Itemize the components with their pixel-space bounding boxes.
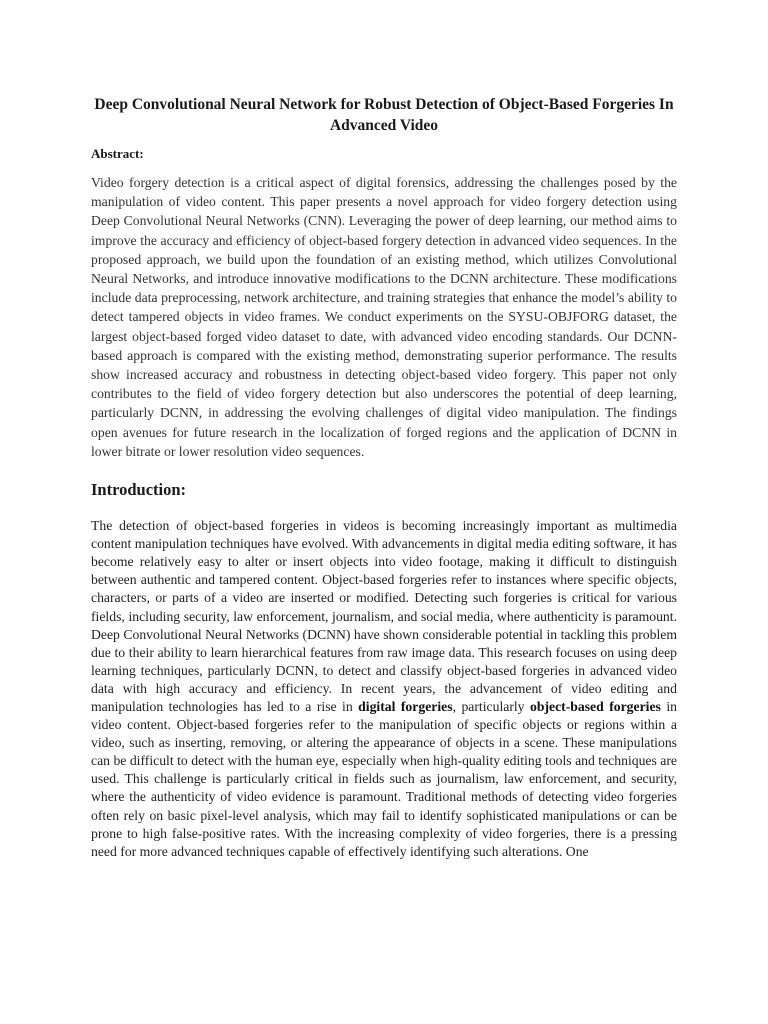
introduction-heading: Introduction: xyxy=(91,480,187,500)
abstract-label: Abstract: xyxy=(91,146,144,161)
intro-bold-digital-forgeries: digital forgeries xyxy=(358,698,453,714)
intro-text-part-2: , particularly xyxy=(452,698,530,714)
introduction-text xyxy=(91,517,677,861)
paper-title: Deep Convolutional Neural Network for Robust Detection of Object-Based Forgeries In Advanced Video xyxy=(94,96,674,134)
intro-bold-object-based-forgeries: object-based forgeries xyxy=(529,698,661,714)
intro-text-part-3: in video content. Object-based forgeries refer to the manipulation of specific objects or regions within a video, such as inserting, removing, or altering the appearance of objects in a scene. These manipulations can be difficult to detect with the human eye, especially when high-quality editing tools and techniques are used. This challenge is particularly critical in fields such as journalism, law enforcement, and security, where the authenticity of video evidence is paramount. Traditional methods of detecting video forgeries often rely on basic pixel-level analysis, which may fail to identify sophisticated manipulations or can be prone to high false-positive rates. With the increasing complexity of video forgeries, there is a pressing need for more advanced techniques capable of effectively identifying such alterations. One xyxy=(91,698,677,859)
intro-text-part-1: The detection of object-based forgeries in videos is becoming increasingly important as multimedia content manipulation techniques have evolved. With advancements in digital media editing software, it has become relatively easy to alter or insert objects into video footage, making it difficult to distinguish between authentic and tampered content. Object-based forgeries refer to instances where specific objects, characters, or parts of a video are inserted or modified. Detecting such forgeries is critical for various fields, including security, law enforcement, journalism, and social media, where authenticity is paramount. Deep Convolutional Neural Networks (DCNN) have shown considerable potential in tackling this problem due to their ability to learn hierarchical features from raw image data. This research focuses on using deep learning techniques, particularly DCNN, to detect and classify object-based forgeries in advanced video data with high accuracy and efficiency. In recent years, the advancement of video editing and manipulation technologies has led to a rise in xyxy=(91,518,677,714)
abstract-text: Video forgery detection is a critical aspect of digital forensics, addressing the challenges posed by the manipulation of video content. This paper presents a novel approach for video forgery detection using Deep Convolutional Neural Networks (CNN). Leveraging the power of deep learning, our method aims to improve the accuracy and efficiency of object-based forgery detection in advanced video sequences. In the proposed approach, we build upon the foundation of an existing method, which utilizes Convolutional Neural Networks, and introduce innovative modifications to the DCNN architecture. These modifications include data preprocessing, network architecture, and training strategies that enhance the model’s ability to detect tampered objects in video frames. We conduct experiments on the SYSU-OBJFORG dataset, the largest object-based forged video dataset to date, with advanced video encoding standards. Our DCNN-based approach is compared with the existing method, demonstrating superior performance. The results show increased accuracy and robustness in detecting object-based video forgery. This paper not only contributes to the field of video forgery detection but also underscores the potential of deep learning, particularly DCNN, in addressing the evolving challenges of digital video manipulation. The findings open avenues for future research in the localization of forged regions and the application of DCNN in lower bitrate or lower resolution video sequences. xyxy=(91,175,677,459)
